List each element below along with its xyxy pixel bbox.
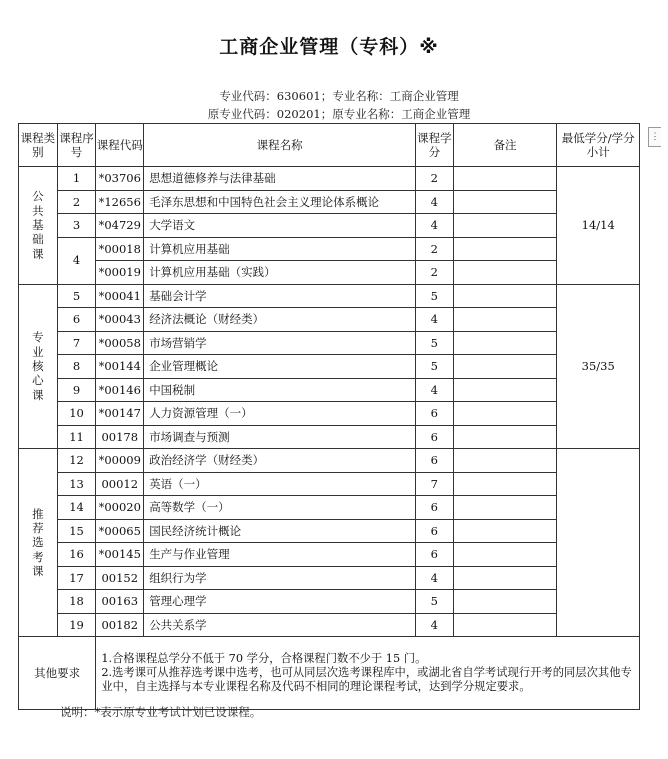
course-code-cell: *00020	[96, 496, 144, 520]
seq-cell: 3	[57, 214, 96, 238]
course-name-cell: 国民经济统计概论	[144, 519, 416, 543]
major-code-line: 专业代码：630601；专业名称：工商企业管理	[219, 89, 459, 103]
course-code-cell: 00182	[96, 613, 144, 637]
course-name-cell: 高等数学（一）	[144, 496, 416, 520]
credit-cell: 4	[416, 613, 454, 637]
remark-cell	[453, 402, 557, 426]
seq-cell: 11	[57, 425, 96, 449]
seq-cell: 12	[57, 449, 96, 473]
header-category: 课程类别	[19, 124, 58, 167]
credit-cell: 4	[416, 214, 454, 238]
seq-cell: 10	[57, 402, 96, 426]
credit-cell: 2	[416, 167, 454, 191]
course-code-cell: *00009	[96, 449, 144, 473]
course-code-cell: 00152	[96, 566, 144, 590]
remark-cell	[453, 261, 557, 285]
credit-cell: 2	[416, 237, 454, 261]
other-requirements-row	[19, 637, 640, 710]
remark-cell	[453, 613, 557, 637]
table-row	[19, 402, 640, 426]
table-row	[19, 566, 640, 590]
course-code-cell: *00146	[96, 378, 144, 402]
course-code-cell: *00019	[96, 261, 144, 285]
seq-cell: 9	[57, 378, 96, 402]
course-name-cell: 毛泽东思想和中国特色社会主义理论体系概论	[144, 190, 416, 214]
course-name-cell: 组织行为学	[144, 566, 416, 590]
course-name-cell: 大学语文	[144, 214, 416, 238]
credit-cell: 5	[416, 284, 454, 308]
course-plan-table	[18, 123, 640, 710]
seq-cell: 17	[57, 566, 96, 590]
credit-cell: 4	[416, 378, 454, 402]
page-title: 工商企业管理（专科）※	[219, 36, 439, 58]
course-code-cell: *03706	[96, 167, 144, 191]
course-code-cell: *00041	[96, 284, 144, 308]
credit-cell: 5	[416, 331, 454, 355]
seq-cell: 5	[57, 284, 96, 308]
subtotal-cell: 14/14	[557, 167, 640, 285]
table-row	[19, 355, 640, 379]
table-header-row	[19, 124, 640, 167]
table-row	[19, 167, 640, 191]
course-name-cell: 中国税制	[144, 378, 416, 402]
course-name-cell: 计算机应用基础	[144, 237, 416, 261]
remark-cell	[453, 237, 557, 261]
course-name-cell: 管理心理学	[144, 590, 416, 614]
remark-cell	[453, 566, 557, 590]
credit-cell: 6	[416, 449, 454, 473]
table-row	[19, 237, 640, 261]
course-code-cell: *12656	[96, 190, 144, 214]
remark-cell	[453, 284, 557, 308]
credit-cell: 5	[416, 590, 454, 614]
course-name-cell: 经济法概论（财经类）	[144, 308, 416, 332]
credit-cell: 6	[416, 519, 454, 543]
course-code-cell: *00018	[96, 237, 144, 261]
seq-cell: 19	[57, 613, 96, 637]
table-row	[19, 378, 640, 402]
table-row	[19, 519, 640, 543]
remark-cell	[453, 167, 557, 191]
course-name-cell: 公共关系学	[144, 613, 416, 637]
header-code: 课程代码	[96, 124, 144, 167]
other-requirements-label: 其他要求	[19, 637, 96, 710]
course-code-cell: *00145	[96, 543, 144, 567]
remark-cell	[453, 590, 557, 614]
remark-cell	[453, 331, 557, 355]
table-row	[19, 590, 640, 614]
table-row	[19, 284, 640, 308]
table-row	[19, 214, 640, 238]
course-name-cell: 基础会计学	[144, 284, 416, 308]
course-name-cell: 人力资源管理（一）	[144, 402, 416, 426]
table-row	[19, 613, 640, 637]
table-row	[19, 543, 640, 567]
original-major-code-line: 原专业代码：020201；原专业名称：工商企业管理	[207, 107, 471, 121]
category-label: 公共基础课	[32, 189, 44, 261]
course-code-cell: *04729	[96, 214, 144, 238]
seq-cell: 1	[57, 167, 96, 191]
credit-cell: 4	[416, 308, 454, 332]
seq-cell: 14	[57, 496, 96, 520]
remark-cell	[453, 214, 557, 238]
seq-cell: 6	[57, 308, 96, 332]
seq-cell: 4	[57, 237, 96, 284]
seq-cell: 13	[57, 472, 96, 496]
category-cell	[19, 167, 58, 285]
course-name-cell: 市场营销学	[144, 331, 416, 355]
course-name-cell: 政治经济学（财经类）	[144, 449, 416, 473]
seq-cell: 2	[57, 190, 96, 214]
credit-cell: 5	[416, 355, 454, 379]
remark-cell	[453, 308, 557, 332]
credit-cell: 4	[416, 566, 454, 590]
other-requirements-text	[96, 637, 640, 710]
seq-cell: 15	[57, 519, 96, 543]
seq-cell: 8	[57, 355, 96, 379]
side-panel-handle[interactable]: ⋮	[648, 127, 661, 147]
requirement-line-1: 1.合格课程总学分不低于 70 学分，合格课程门数不少于 15 门。	[101, 651, 427, 665]
category-label: 专业核心课	[32, 330, 44, 402]
remark-cell	[453, 543, 557, 567]
course-code-cell: 00163	[96, 590, 144, 614]
table-row	[19, 449, 640, 473]
table-row	[19, 261, 640, 285]
course-name-cell: 市场调查与预测	[144, 425, 416, 449]
course-name-cell: 企业管理概论	[144, 355, 416, 379]
remark-cell	[453, 449, 557, 473]
table-row	[19, 425, 640, 449]
subtotal-cell: 35/35	[557, 284, 640, 449]
footnote: 说明：*表示原专业考试计划已设课程。	[60, 705, 262, 719]
header-min-credit: 最低学分/学分小计	[557, 124, 640, 167]
course-name-cell: 计算机应用基础（实践）	[144, 261, 416, 285]
seq-cell: 7	[57, 331, 96, 355]
course-code-cell: *00065	[96, 519, 144, 543]
credit-cell: 6	[416, 402, 454, 426]
course-code-cell: *00058	[96, 331, 144, 355]
remark-cell	[453, 519, 557, 543]
course-name-cell: 思想道德修养与法律基础	[144, 167, 416, 191]
course-code-cell: *00147	[96, 402, 144, 426]
credit-cell: 4	[416, 190, 454, 214]
remark-cell	[453, 425, 557, 449]
remark-cell	[453, 355, 557, 379]
header-name: 课程名称	[144, 124, 416, 167]
table-row	[19, 190, 640, 214]
remark-cell	[453, 190, 557, 214]
credit-cell: 2	[416, 261, 454, 285]
remark-cell	[453, 378, 557, 402]
course-code-cell: 00012	[96, 472, 144, 496]
seq-cell: 18	[57, 590, 96, 614]
header-seq: 课程序号	[57, 124, 96, 167]
table-row	[19, 496, 640, 520]
header-remark: 备注	[453, 124, 557, 167]
table-row	[19, 472, 640, 496]
table-row	[19, 331, 640, 355]
requirement-line-2: 2.选考课可从推荐选考课中选考，也可从同层次选考课程库中，或湖北省自学考试现行开考的同层次其他专业中，自主选择与本专业课程名称及代码不相同的理论课程考试，达到学分规定要求。	[101, 665, 632, 694]
course-code-cell: *00043	[96, 308, 144, 332]
remark-cell	[453, 472, 557, 496]
credit-cell: 6	[416, 543, 454, 567]
category-label: 推荐选考课	[32, 506, 44, 579]
credit-cell: 6	[416, 425, 454, 449]
credit-cell: 7	[416, 472, 454, 496]
category-cell	[19, 284, 58, 449]
course-name-cell: 英语（一）	[144, 472, 416, 496]
remark-cell	[453, 496, 557, 520]
category-cell	[19, 449, 58, 637]
table-row	[19, 308, 640, 332]
seq-cell: 16	[57, 543, 96, 567]
header-credit: 课程学分	[416, 124, 454, 167]
credit-cell: 6	[416, 496, 454, 520]
course-code-cell: 00178	[96, 425, 144, 449]
subtotal-cell	[557, 449, 640, 637]
course-name-cell: 生产与作业管理	[144, 543, 416, 567]
course-code-cell: *00144	[96, 355, 144, 379]
